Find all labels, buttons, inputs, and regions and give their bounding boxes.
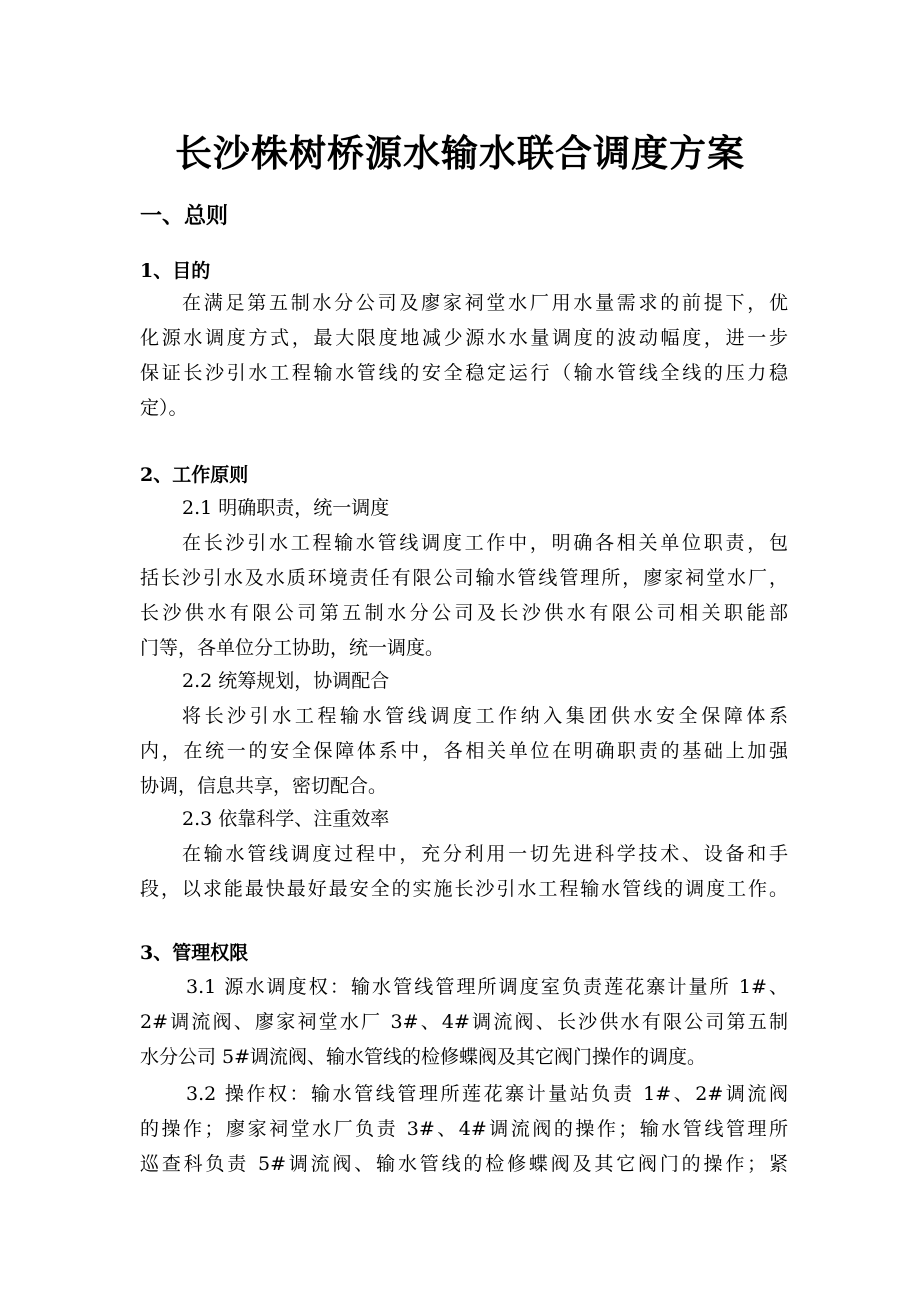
paragraph-line: 水分公司 5#调流阀、输水管线的检修蝶阀及其它阀门操作的调度。 [140, 1046, 707, 1068]
document-title: 长沙株树桥源水输水联合调度方案 [175, 131, 745, 175]
paragraph-line: 长沙供水有限公司第五制水分公司及长沙供水有限公司相关职能部 [140, 602, 788, 624]
subheading-2-3: 2.3 依靠科学、注重效率 [182, 808, 390, 830]
paragraph-line: 协调，信息共享，密切配合。 [140, 775, 388, 797]
paragraph-line: 在长沙引水工程输水管线调度工作中，明确各相关单位职责，包 [182, 532, 788, 554]
paragraph-line: 巡查科负责 5#调流阀、输水管线的检修蝶阀及其它阀门的操作；紧 [140, 1153, 788, 1175]
heading-purpose: 1、目的 [140, 260, 211, 282]
paragraph-line: 括长沙引水及水质环境责任有限公司输水管线管理所，廖家祠堂水厂， [140, 567, 788, 589]
paragraph-line: 3.2 操作权：输水管线管理所莲花寨计量站负责 1#、2#调流阀 [186, 1083, 788, 1105]
paragraph-line: 在输水管线调度过程中，充分利用一切先进科学技术、设备和手 [182, 843, 788, 865]
paragraph-line: 定）。 [140, 397, 188, 419]
paragraph-line: 段，以求能最快最好最安全的实施长沙引水工程输水管线的调度工作。 [140, 878, 788, 900]
paragraph-line: 将长沙引水工程输水管线调度工作纳入集团供水安全保障体系 [182, 705, 788, 727]
paragraph-line: 2#调流阀、廖家祠堂水厂 3#、4#调流阀、长沙供水有限公司第五制 [140, 1011, 788, 1033]
paragraph-line: 内，在统一的安全保障体系中，各相关单位在明确职责的基础上加强 [140, 740, 788, 762]
paragraph-line: 在满足第五制水分公司及廖家祠堂水厂用水量需求的前提下，优 [182, 292, 788, 314]
paragraph-line: 化源水调度方式，最大限度地减少源水水量调度的波动幅度，进一步 [140, 327, 788, 349]
paragraph-line: 门等，各单位分工协助，统一调度。 [140, 637, 445, 659]
subheading-2-2: 2.2 统筹规划，协调配合 [182, 670, 390, 692]
paragraph-line: 3.1 源水调度权：输水管线管理所调度室负责莲花寨计量所 1#、 [186, 976, 788, 998]
paragraph-line: 的操作；廖家祠堂水厂负责 3#、4#调流阀的操作；输水管线管理所 [140, 1118, 788, 1140]
heading-authority: 3、管理权限 [140, 942, 249, 964]
heading-principles: 2、工作原则 [140, 464, 249, 486]
subheading-2-1: 2.1 明确职责，统一调度 [182, 497, 390, 519]
section-heading-general: 一、总则 [140, 203, 229, 229]
paragraph-line: 保证长沙引水工程输水管线的安全稳定运行（输水管线全线的压力稳 [140, 362, 788, 384]
